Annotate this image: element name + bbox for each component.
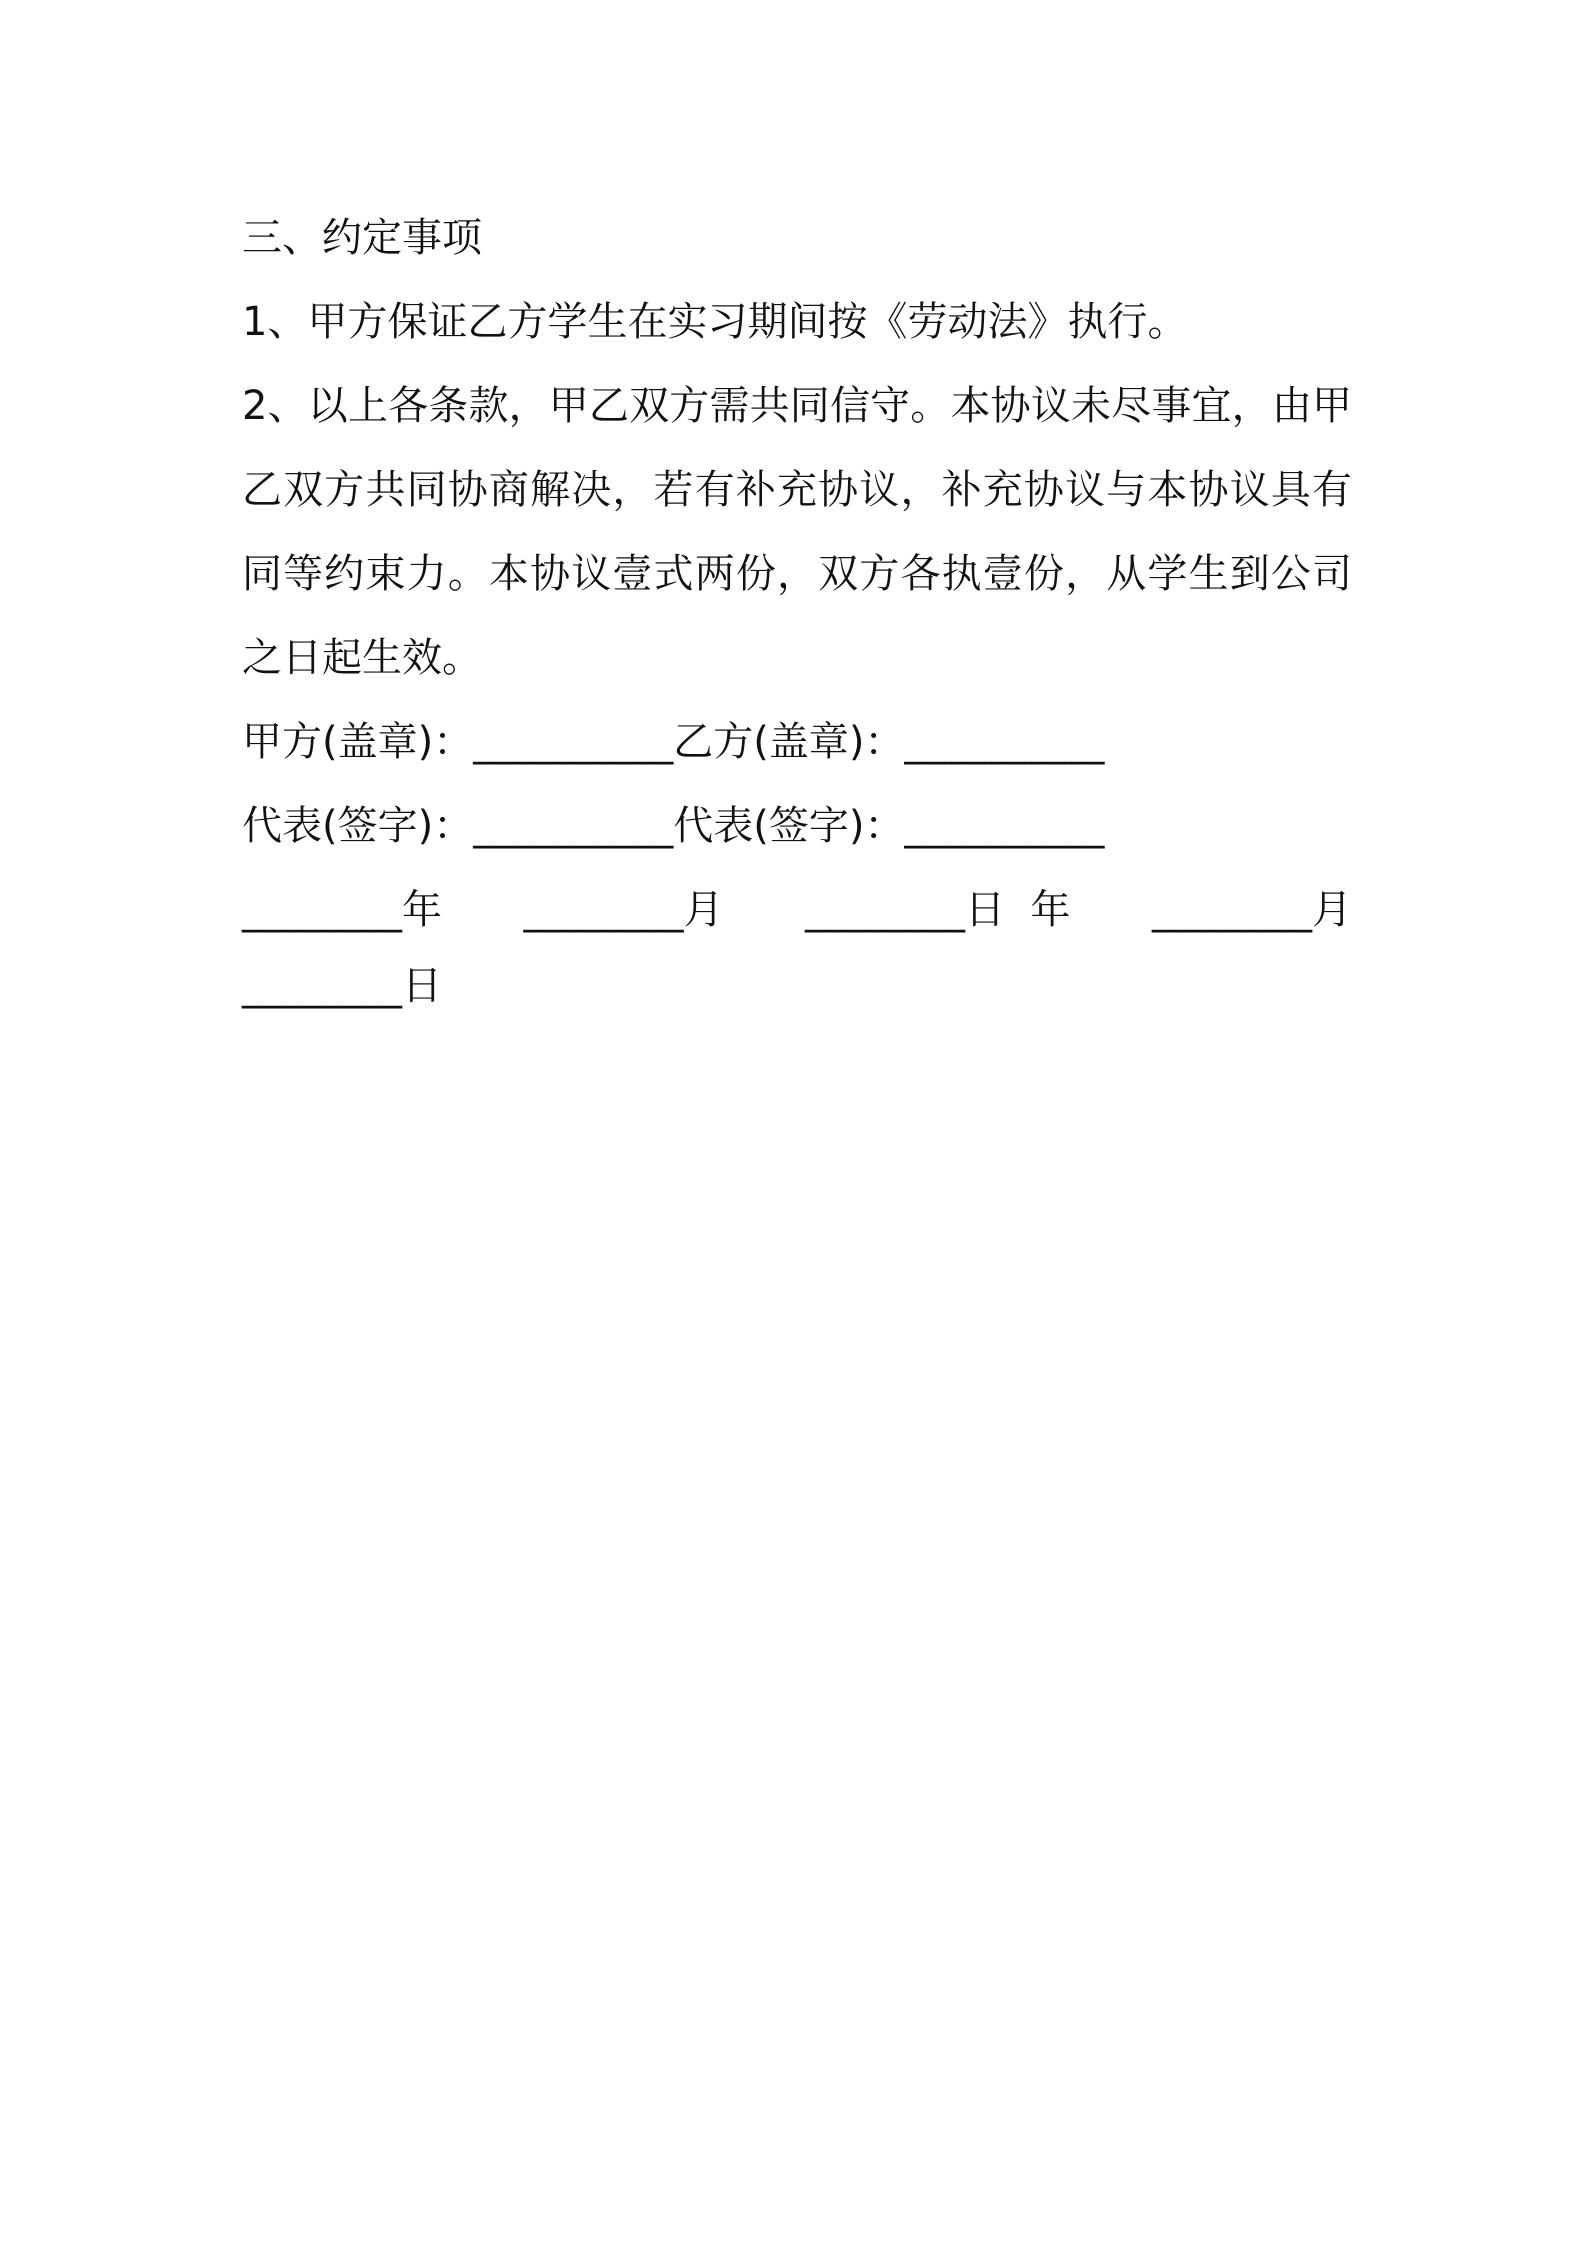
party-a-rep-signature-field: 代表(签字)：__________ (242, 803, 674, 849)
party-b-rep-signature-field: 代表(签字)：__________ (673, 803, 1105, 849)
signature-row (242, 784, 1352, 868)
date-row-continued (242, 944, 1352, 1020)
clause-2: 2、以上各条款，甲乙双方需共同信守。本协议未尽事宜，由甲乙双方共同协商解决，若有补充协议，补充协议与本协议具有同等约束力。本协议壹式两份，双方各执壹份，从学生到公司之日起生效。 (242, 383, 1352, 681)
party-a-day-party-b-year-field: ________日 年 (805, 887, 1071, 933)
seal-row (242, 700, 1352, 784)
party-b-day-field: ________日 (242, 963, 442, 1009)
document-body (242, 196, 1352, 1020)
party-b-seal-field: 乙方(盖章)：__________ (673, 719, 1105, 765)
date-row (242, 868, 1352, 944)
party-a-seal-field: 甲方(盖章)：__________ (242, 719, 674, 765)
party-a-year-field: ________年 (242, 887, 442, 933)
section-heading: 三、约定事项 (242, 215, 482, 261)
party-a-month-field: ________月 (523, 887, 724, 933)
clause-1: 1、甲方保证乙方学生在实习期间按《劳动法》执行。 (242, 299, 1188, 345)
party-b-month-field: ________月 (1151, 887, 1352, 933)
